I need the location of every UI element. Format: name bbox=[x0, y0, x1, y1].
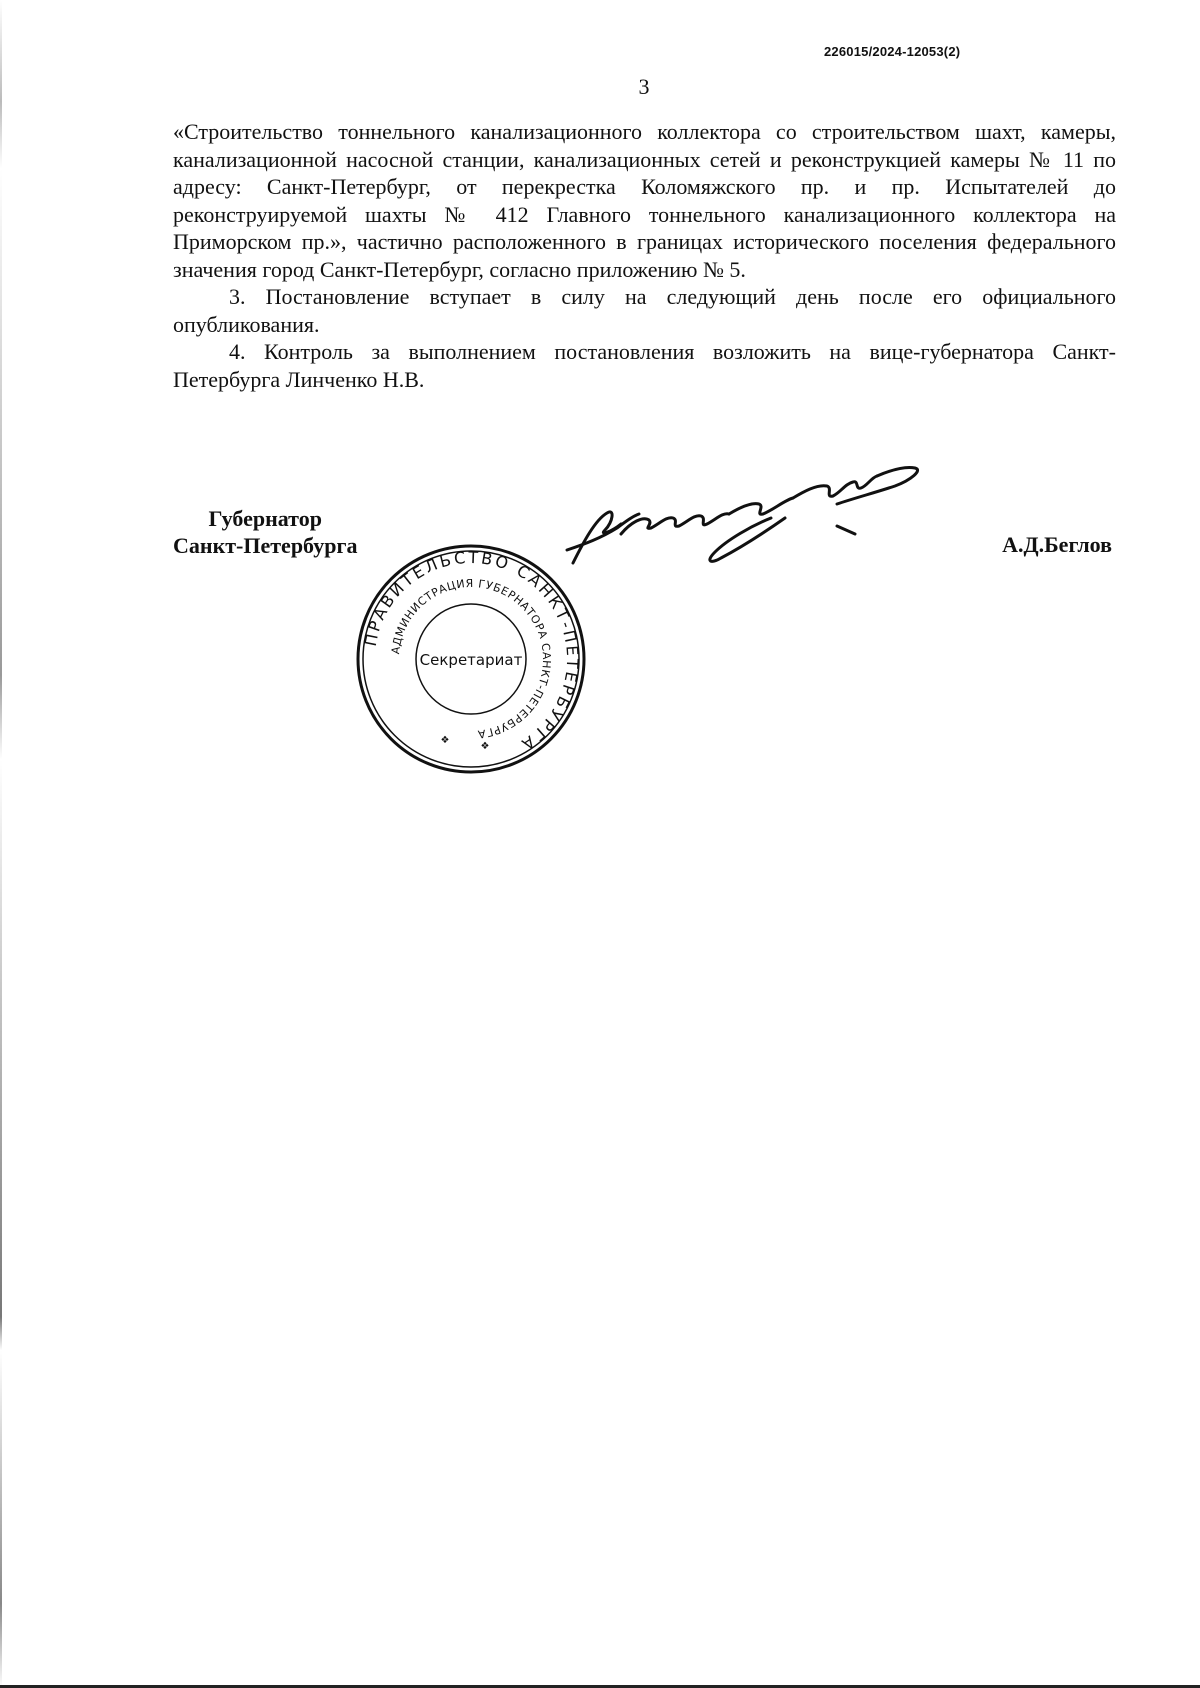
handwritten-signature bbox=[555, 458, 955, 578]
signer-title bbox=[173, 505, 357, 559]
stamp-outer-text: ПРАВИТЕЛЬСТВО САНКТ-ПЕТЕРБУРГА bbox=[360, 547, 583, 756]
stamp-middle-text: АДМИНИСТРАЦИЯ ГУБЕРНАТОРА САНКТ-ПЕТЕРБУРГА bbox=[389, 576, 554, 741]
signer-name: А.Д.Беглов bbox=[1002, 532, 1112, 557]
signer-title-line-1: Губернатор bbox=[208, 506, 322, 531]
stamp-ornament-icon: ❖ bbox=[480, 741, 490, 752]
document-body bbox=[173, 118, 1116, 393]
stamp-ornament-icon: ❖ bbox=[440, 735, 450, 746]
document-id: 226015/2024-12053(2) bbox=[824, 44, 961, 59]
paragraph-effective-date: 3. Постановление вступает в силу на следующий день после его официального опубликования. bbox=[173, 284, 1116, 337]
paragraph-object-description: «Строительство тоннельного канализационного коллектора со строительством шахт, камеры, канализационной насосной станции, канализационных сетей и реконструкцией камеры № 11 по адресу: Санкт-Петербург, от перекрестка Коломяжского пр. и пр. Испытателей до реконструируемой шахты № 412 Главного тоннельного канализационного коллектора на Приморском пр.», частично расположенного в границах исторического поселения федерального значения город Санкт-Петербург, согласно приложению № 5. bbox=[173, 119, 1116, 282]
stamp-center-text: Секретариат bbox=[419, 651, 523, 669]
scan-edge-left bbox=[0, 0, 2, 1688]
official-stamp bbox=[355, 543, 587, 775]
paragraph-control: 4. Контроль за выполнением постановления возложить на вице-губернатора Санкт-Петербурга Линченко Н.В. bbox=[173, 339, 1116, 392]
page-number: 3 bbox=[638, 74, 650, 99]
signer-title-line-2: Санкт-Петербурга bbox=[173, 533, 358, 558]
